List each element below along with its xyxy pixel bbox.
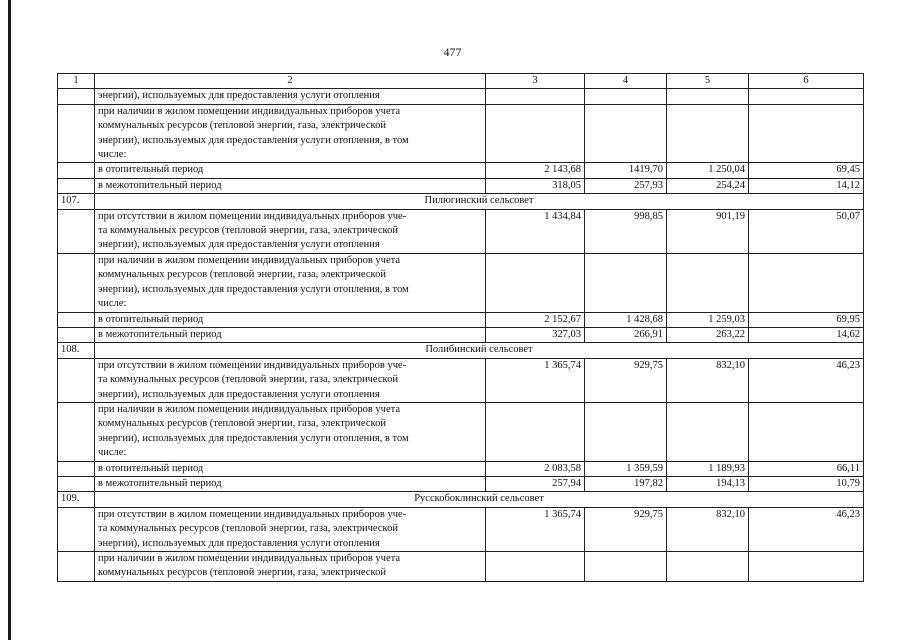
description-line: при отсутствии в жилом помещении индивидуальных приборов уче- (98, 508, 407, 520)
table-row (58, 209, 864, 253)
value-col-4: 266,91 (585, 327, 667, 342)
description-line: при наличии в жилом помещении индивидуальных приборов учета (98, 553, 400, 564)
description-line: при наличии в жилом помещении индивидуальных приборов учета (98, 254, 400, 266)
value-col-5: 263,22 (667, 327, 749, 342)
value-col-6 (749, 402, 864, 461)
description-line: в межотопительный период (98, 328, 222, 340)
description-cell (95, 552, 486, 582)
description-line: коммунальных ресурсов (тепловой энергии, газа, электрической (98, 269, 386, 281)
description-cell (95, 89, 486, 104)
value-col-3 (486, 253, 585, 312)
value-col-6: 50,07 (749, 209, 864, 253)
value-col-4: 197,82 (585, 476, 667, 491)
description-line: в межотопительный период (98, 477, 222, 489)
value-col-6 (749, 104, 864, 163)
description-line: в отопительный период (98, 164, 204, 176)
value-col-4 (585, 552, 667, 582)
description-line: энергии), используемых для предоставления услуги отопления (98, 239, 380, 251)
row-number-cell (58, 402, 95, 461)
value-col-3: 2 152,67 (486, 312, 585, 327)
value-col-3: 2 083,58 (486, 461, 585, 476)
header-cell-6: 6 (749, 74, 864, 89)
header-cell-3: 3 (486, 74, 585, 89)
header-cell-5: 5 (667, 74, 749, 89)
value-col-4: 929,75 (585, 358, 667, 402)
value-col-5: 901,19 (667, 209, 749, 253)
description-line: энергии), используемых для предоставления услуги отопления (98, 388, 380, 400)
value-col-5 (667, 253, 749, 312)
table-row (58, 253, 864, 312)
description-line: коммунальных ресурсов (тепловой энергии, газа, электрической (98, 120, 386, 132)
value-col-5: 1 189,93 (667, 461, 749, 476)
value-col-6 (749, 253, 864, 312)
header-cell-2: 2 (95, 74, 486, 89)
row-number-cell (58, 163, 95, 178)
description-line: энергии), используемых для предоставления услуги отопления, в том (98, 283, 409, 295)
value-col-6: 66,11 (749, 461, 864, 476)
row-number-cell (58, 552, 95, 582)
value-col-3: 1 365,74 (486, 507, 585, 551)
description-line: коммунальных ресурсов (тепловой энергии, газа, электрической (98, 418, 386, 430)
value-col-5 (667, 552, 749, 582)
value-col-5: 194,13 (667, 476, 749, 491)
description-line: та коммунальных ресурсов (тепловой энергии, газа, электрической (98, 374, 398, 386)
value-col-4: 929,75 (585, 507, 667, 551)
row-number-cell (58, 327, 95, 342)
header-cell-1: 1 (58, 74, 95, 89)
description-line: энергии), используемых для предоставления услуги отопления, в том (98, 134, 409, 146)
value-col-5 (667, 402, 749, 461)
row-number-cell (58, 312, 95, 327)
value-col-6 (749, 552, 864, 582)
row-number-cell (58, 461, 95, 476)
table-row (58, 89, 864, 104)
description-cell (95, 327, 486, 342)
value-col-3: 1 365,74 (486, 358, 585, 402)
value-col-3 (486, 104, 585, 163)
value-col-4: 1419,70 (585, 163, 667, 178)
section-row (58, 492, 864, 507)
header-cell-4: 4 (585, 74, 667, 89)
value-col-3: 1 434,84 (486, 209, 585, 253)
value-col-4 (585, 89, 667, 104)
value-col-4: 257,93 (585, 178, 667, 193)
table-row (58, 507, 864, 551)
value-col-3 (486, 402, 585, 461)
row-number-cell (58, 89, 95, 104)
description-line: числе: (98, 298, 127, 310)
section-title: Русскобоклинский сельсовет (95, 492, 864, 507)
description-line: та коммунальных ресурсов (тепловой энергии, газа, электрической (98, 225, 398, 237)
row-number-cell (58, 358, 95, 402)
header-row (58, 74, 864, 89)
value-col-6: 69,95 (749, 312, 864, 327)
description-line: та коммунальных ресурсов (тепловой энергии, газа, электрической (98, 523, 398, 535)
description-line: энергии), используемых для предоставления услуги отопления, в том (98, 432, 409, 444)
table-row (58, 163, 864, 178)
value-col-6: 46,23 (749, 358, 864, 402)
table-row (58, 461, 864, 476)
table-row (58, 104, 864, 163)
value-col-3: 257,94 (486, 476, 585, 491)
description-line: при наличии в жилом помещении индивидуальных приборов учета (98, 403, 400, 415)
description-line: при наличии в жилом помещении индивидуальных приборов учета (98, 105, 400, 117)
table-body (58, 74, 864, 582)
description-cell (95, 104, 486, 163)
table-row (58, 476, 864, 491)
description-cell (95, 209, 486, 253)
value-col-6: 10,79 (749, 476, 864, 491)
description-cell (95, 402, 486, 461)
description-line: энергии), используемых для предоставления услуги отопления (98, 537, 380, 549)
table-row (58, 327, 864, 342)
section-row (58, 194, 864, 209)
value-col-4: 1 428,68 (585, 312, 667, 327)
scan-edge-line (8, 0, 11, 640)
description-cell (95, 358, 486, 402)
value-col-5: 832,10 (667, 358, 749, 402)
section-title: Полибинский сельсовет (95, 343, 864, 358)
table-row (58, 312, 864, 327)
value-col-5: 832,10 (667, 507, 749, 551)
table-row (58, 402, 864, 461)
row-number-cell (58, 209, 95, 253)
tariff-table (57, 73, 864, 582)
row-number-cell (58, 507, 95, 551)
value-col-3: 2 143,68 (486, 163, 585, 178)
page-number: 477 (443, 45, 462, 59)
value-col-4: 998,85 (585, 209, 667, 253)
row-number-cell (58, 104, 95, 163)
section-row (58, 343, 864, 358)
description-cell (95, 476, 486, 491)
description-cell (95, 507, 486, 551)
value-col-5: 254,24 (667, 178, 749, 193)
description-cell (95, 178, 486, 193)
value-col-5 (667, 104, 749, 163)
section-number: 107. (58, 194, 95, 209)
description-line: числе: (98, 447, 127, 459)
value-col-4 (585, 253, 667, 312)
value-col-6: 14,62 (749, 327, 864, 342)
value-col-3 (486, 89, 585, 104)
section-title: Пилюгинский сельсовет (95, 194, 864, 209)
value-col-4 (585, 402, 667, 461)
description-line: при отсутствии в жилом помещении индивидуальных приборов уче- (98, 359, 407, 371)
value-col-4 (585, 104, 667, 163)
value-col-3: 327,03 (486, 327, 585, 342)
description-cell (95, 253, 486, 312)
value-col-6: 46,23 (749, 507, 864, 551)
description-line: в межотопительный период (98, 179, 222, 191)
description-cell (95, 312, 486, 327)
row-number-cell (58, 253, 95, 312)
description-line: числе: (98, 149, 127, 161)
table-row (58, 178, 864, 193)
value-col-3: 318,05 (486, 178, 585, 193)
description-line: коммунальных ресурсов (тепловой энергии, газа, электрической (98, 567, 386, 579)
value-col-6: 14,12 (749, 178, 864, 193)
description-line: в отопительный период (98, 313, 204, 325)
section-number: 109. (58, 492, 95, 507)
value-col-6 (749, 89, 864, 104)
description-line: при отсутствии в жилом помещении индивидуальных приборов уче- (98, 210, 407, 222)
table-row (58, 552, 864, 582)
value-col-5 (667, 89, 749, 104)
description-line: в отопительный период (98, 462, 204, 474)
description-line: энергии), используемых для предоставления услуги отопления (98, 90, 380, 102)
value-col-4: 1 359,59 (585, 461, 667, 476)
section-number: 108. (58, 343, 95, 358)
value-col-6: 69,45 (749, 163, 864, 178)
value-col-3 (486, 552, 585, 582)
table-row (58, 358, 864, 402)
description-cell (95, 461, 486, 476)
row-number-cell (58, 178, 95, 193)
value-col-5: 1 250,04 (667, 163, 749, 178)
row-number-cell (58, 476, 95, 491)
value-col-5: 1 259,03 (667, 312, 749, 327)
description-cell (95, 163, 486, 178)
